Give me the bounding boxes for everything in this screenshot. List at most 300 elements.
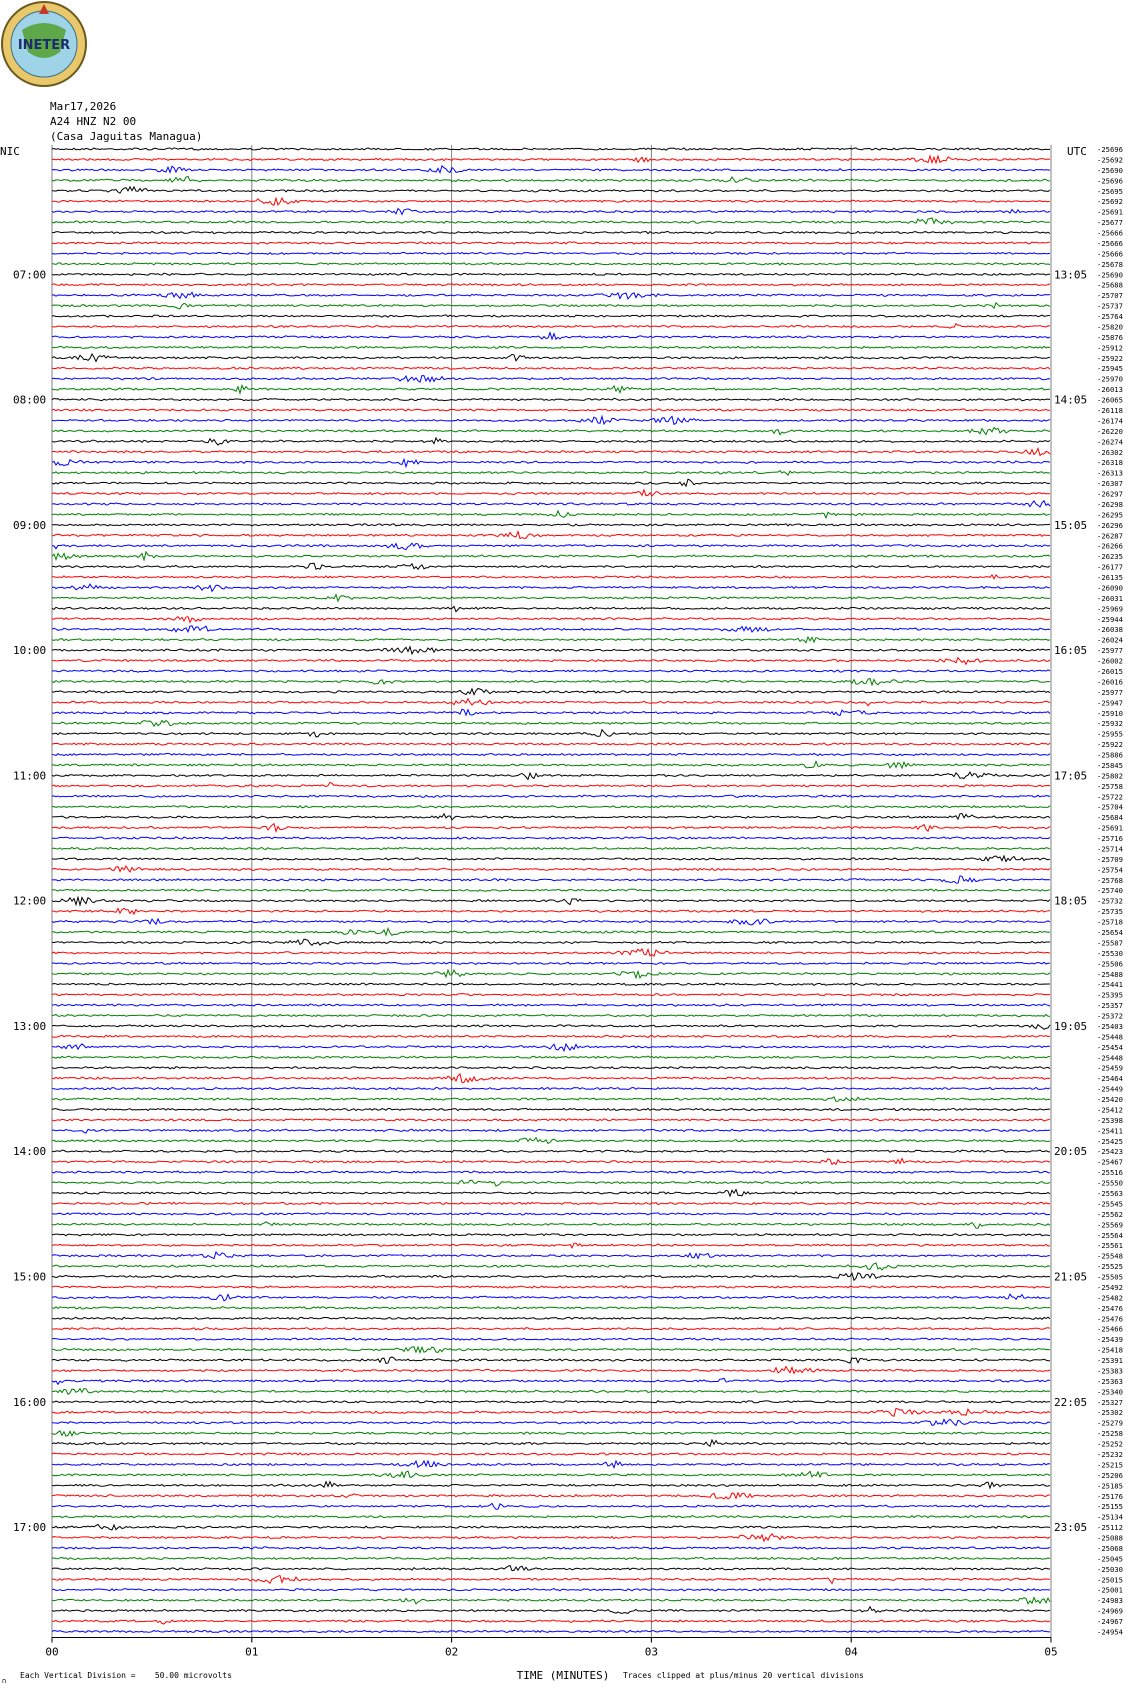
trace-value: -25155 — [1097, 1502, 1123, 1512]
trace-123 — [52, 1431, 1050, 1436]
trace-21 — [52, 367, 1050, 369]
trace-107 — [52, 1263, 1050, 1270]
trace-value: -25302 — [1097, 1408, 1123, 1418]
trace-77 — [52, 949, 1050, 956]
right-time-label: 13:05 — [1054, 268, 1088, 282]
trace-29 — [52, 448, 1050, 455]
trace-value: -25357 — [1097, 1001, 1123, 1011]
trace-51 — [52, 678, 1050, 685]
trace-value: -25448 — [1097, 1053, 1123, 1063]
right-time-label: 23:05 — [1054, 1521, 1088, 1535]
trace-value: -25695 — [1097, 186, 1123, 196]
trace-value: -24954 — [1097, 1627, 1123, 1637]
trace-value: -25692 — [1097, 197, 1123, 207]
trace-value: -25944 — [1097, 614, 1123, 624]
trace-value: -26220 — [1097, 426, 1123, 436]
trace-value: -26313 — [1097, 468, 1123, 478]
trace-value: -26118 — [1097, 406, 1123, 415]
trace-57 — [52, 743, 1050, 745]
trace-65 — [52, 824, 1050, 832]
trace-value: -25569 — [1097, 1220, 1123, 1230]
trace-value: -25820 — [1097, 322, 1123, 332]
trace-111 — [52, 1307, 1050, 1309]
trace-value: -25768 — [1097, 875, 1123, 885]
trace-value: -26038 — [1097, 625, 1123, 635]
trace-value: -25420 — [1097, 1095, 1123, 1104]
trace-value: -25464 — [1097, 1074, 1123, 1084]
trace-98 — [52, 1171, 1050, 1173]
trace-value: -25677 — [1097, 218, 1123, 228]
trace-1 — [52, 156, 1050, 163]
trace-value: -25492 — [1097, 1283, 1123, 1292]
trace-value: -25185 — [1097, 1481, 1123, 1491]
trace-89 — [52, 1074, 1050, 1083]
trace-129 — [52, 1493, 1050, 1499]
trace-value: -26090 — [1097, 583, 1123, 593]
trace-value: -25684 — [1097, 813, 1123, 823]
trace-81 — [52, 994, 1050, 996]
right-time-labels — [1054, 268, 1087, 1534]
trace-14 — [52, 292, 1050, 299]
trace-value: -25876 — [1097, 332, 1123, 342]
trace-69 — [52, 866, 1050, 872]
trace-value: -25403 — [1097, 1022, 1123, 1031]
trace-73 — [52, 909, 1050, 915]
trace-value: -25548 — [1097, 1251, 1123, 1261]
trace-33 — [52, 490, 1050, 496]
trace-value: -25704 — [1097, 802, 1123, 812]
trace-74 — [52, 919, 1050, 925]
trace-34 — [52, 501, 1050, 507]
trace-83 — [52, 1014, 1050, 1016]
trace-84 — [52, 1025, 1050, 1030]
trace-72 — [52, 897, 1050, 905]
trace-value: -25488 — [1097, 969, 1123, 979]
trace-53 — [52, 699, 1050, 706]
trace-103 — [52, 1222, 1050, 1229]
trace-31 — [52, 471, 1050, 475]
trace-value: -25922 — [1097, 353, 1123, 363]
trace-70 — [52, 876, 1050, 883]
trace-30 — [52, 459, 1050, 466]
trace-value: -25722 — [1097, 792, 1123, 802]
trace-value: -26013 — [1097, 385, 1123, 395]
trace-value: -25425 — [1097, 1136, 1123, 1146]
trace-56 — [52, 730, 1050, 737]
right-time-label: 20:05 — [1054, 1145, 1088, 1159]
trace-value: -25412 — [1097, 1105, 1123, 1115]
trace-85 — [52, 1035, 1050, 1037]
left-time-label: 10:00 — [13, 644, 47, 658]
trace-40 — [52, 563, 1050, 569]
trace-113 — [52, 1328, 1050, 1330]
right-time-label: 21:05 — [1054, 1270, 1088, 1284]
trace-139 — [52, 1598, 1050, 1604]
trace-value: -25068 — [1097, 1544, 1123, 1553]
trace-value: -25001 — [1097, 1585, 1123, 1595]
trace-value: -25666 — [1097, 239, 1123, 248]
trace-90 — [52, 1087, 1050, 1089]
trace-value: -25482 — [1097, 1293, 1123, 1303]
right-time-label: 22:05 — [1054, 1395, 1088, 1409]
trace-15 — [52, 303, 1050, 309]
clip-note: Traces clipped at plus/minus 20 vertical divisions — [623, 1671, 864, 1680]
trace-value: -25562 — [1097, 1209, 1123, 1219]
trace-5 — [52, 198, 1050, 205]
trace-128 — [52, 1482, 1050, 1488]
x-tick-label: 04 — [844, 1645, 858, 1659]
trace-28 — [52, 438, 1050, 445]
trace-108 — [52, 1273, 1050, 1281]
left-timezone-label: NIC — [0, 145, 20, 158]
trace-45 — [52, 617, 1050, 623]
trace-20 — [52, 354, 1050, 362]
trace-value: -25714 — [1097, 844, 1123, 854]
date-label: Mar17,2026 — [50, 100, 117, 113]
trace-value: -25922 — [1097, 740, 1123, 750]
trace-13 — [52, 284, 1050, 286]
trace-134 — [52, 1547, 1050, 1549]
trace-44 — [52, 606, 1050, 611]
trace-75 — [52, 928, 1050, 935]
left-time-labels — [13, 268, 46, 1534]
right-time-label: 18:05 — [1054, 894, 1088, 908]
trace-42 — [52, 584, 1050, 591]
left-time-label: 14:00 — [13, 1145, 47, 1159]
trace-value: -25439 — [1097, 1335, 1123, 1345]
trace-58 — [52, 753, 1050, 755]
trace-value: -25932 — [1097, 719, 1123, 729]
trace-value: -25459 — [1097, 1063, 1123, 1073]
trace-value: -25666 — [1097, 249, 1123, 259]
left-time-label: 12:00 — [13, 894, 47, 908]
trace-value: -25735 — [1097, 907, 1123, 917]
trace-102 — [52, 1213, 1050, 1215]
trace-121 — [52, 1408, 1050, 1416]
trace-value: -25691 — [1097, 207, 1123, 217]
trace-value: -25476 — [1097, 1303, 1123, 1313]
left-time-label: 15:00 — [13, 1270, 47, 1284]
trace-value: -25945 — [1097, 364, 1123, 374]
trace-value: -25045 — [1097, 1554, 1123, 1564]
trace-87 — [52, 1056, 1050, 1058]
trace-106 — [52, 1252, 1050, 1259]
trace-0 — [52, 148, 1050, 150]
trace-value: -25910 — [1097, 708, 1123, 718]
x-axis-title: TIME (MINUTES) — [516, 1669, 610, 1682]
trace-27 — [52, 428, 1050, 435]
trace-67 — [52, 847, 1050, 849]
right-time-label: 14:05 — [1054, 393, 1088, 407]
trace-value: -25449 — [1097, 1084, 1123, 1094]
trace-112 — [52, 1317, 1050, 1319]
trace-value: -26235 — [1097, 552, 1123, 562]
trace-138 — [52, 1589, 1050, 1591]
trace-value: -25758 — [1097, 781, 1123, 791]
trace-value: -25448 — [1097, 1032, 1123, 1042]
trace-value: -25977 — [1097, 687, 1123, 697]
trace-value: -26002 — [1097, 656, 1123, 666]
trace-49 — [52, 658, 1050, 665]
trace-126 — [52, 1461, 1050, 1468]
trace-60 — [52, 772, 1050, 779]
trace-66 — [52, 837, 1050, 839]
trace-value: -26177 — [1097, 562, 1123, 572]
left-time-label: 13:00 — [13, 1020, 47, 1033]
right-time-label: 17:05 — [1054, 769, 1088, 783]
trace-value: -26318 — [1097, 458, 1123, 468]
trace-value: -25279 — [1097, 1418, 1123, 1428]
trace-104 — [52, 1234, 1050, 1236]
trace-64 — [52, 814, 1050, 820]
trace-61 — [52, 782, 1050, 787]
trace-63 — [52, 806, 1050, 808]
trace-value: -25372 — [1097, 1011, 1123, 1021]
trace-133 — [52, 1534, 1050, 1541]
trace-130 — [52, 1503, 1050, 1509]
trace-96 — [52, 1150, 1050, 1152]
trace-value: -25550 — [1097, 1178, 1123, 1188]
right-time-label: 15:05 — [1054, 518, 1088, 532]
trace-value: -25423 — [1097, 1147, 1123, 1157]
trace-88 — [52, 1067, 1050, 1069]
trace-122 — [52, 1419, 1050, 1425]
trace-value: -26298 — [1097, 500, 1123, 509]
trace-value: -25740 — [1097, 886, 1123, 896]
trace-value: -25383 — [1097, 1366, 1123, 1376]
trace-value: -25454 — [1097, 1042, 1123, 1052]
trace-124 — [52, 1440, 1050, 1446]
trace-value: -26307 — [1097, 479, 1123, 489]
trace-54 — [52, 709, 1050, 715]
trace-141 — [52, 1620, 1050, 1624]
trace-value: -25718 — [1097, 917, 1123, 927]
trace-value: -25947 — [1097, 698, 1123, 708]
trace-value: -26135 — [1097, 573, 1123, 582]
trace-value: -26297 — [1097, 489, 1123, 499]
trace-value: -26016 — [1097, 677, 1123, 687]
trace-55 — [52, 721, 1050, 727]
trace-80 — [52, 983, 1050, 985]
left-time-label: 11:00 — [13, 769, 47, 783]
trace-value: -25696 — [1097, 145, 1123, 154]
trace-lines — [52, 148, 1050, 1633]
trace-value: -25015 — [1097, 1575, 1123, 1585]
trace-value: -25327 — [1097, 1397, 1123, 1407]
trace-41 — [52, 575, 1050, 579]
corner-mark: ∩ — [2, 1677, 7, 1685]
trace-109 — [52, 1286, 1050, 1288]
trace-value: -25564 — [1097, 1230, 1123, 1240]
trace-value: -25088 — [1097, 1533, 1123, 1543]
trace-17 — [52, 324, 1050, 328]
trace-6 — [52, 209, 1050, 215]
trace-110 — [52, 1294, 1050, 1301]
trace-value: -25970 — [1097, 374, 1123, 384]
trace-11 — [52, 263, 1050, 265]
trace-value: -25688 — [1097, 280, 1123, 290]
trace-value: -25545 — [1097, 1199, 1123, 1209]
trace-value: -25525 — [1097, 1262, 1123, 1272]
trace-value: -25696 — [1097, 176, 1123, 186]
x-tick-label: 00 — [45, 1645, 59, 1659]
trace-18 — [52, 333, 1050, 340]
x-tick-label: 01 — [245, 1645, 259, 1659]
trace-79 — [52, 970, 1050, 978]
trace-value: -25112 — [1097, 1523, 1123, 1533]
trace-94 — [52, 1129, 1050, 1133]
location-label: (Casa Jaguitas Managua) — [50, 130, 203, 143]
trace-76 — [52, 939, 1050, 945]
trace-142 — [52, 1630, 1050, 1632]
trace-value: -25134 — [1097, 1512, 1123, 1522]
left-time-label: 07:00 — [13, 268, 47, 282]
x-tick-label: 03 — [644, 1645, 659, 1659]
trace-value: -25690 — [1097, 270, 1123, 280]
trace-value: -25845 — [1097, 761, 1123, 770]
trace-62 — [52, 795, 1050, 797]
trace-91 — [52, 1097, 1050, 1102]
trace-8 — [52, 231, 1050, 233]
trace-22 — [52, 376, 1050, 383]
trace-116 — [52, 1357, 1050, 1363]
trace-value: -26287 — [1097, 531, 1123, 541]
trace-86 — [52, 1044, 1050, 1051]
trace-value: -25563 — [1097, 1189, 1123, 1198]
trace-value: -24983 — [1097, 1596, 1123, 1606]
trace-120 — [52, 1401, 1050, 1403]
trace-52 — [52, 689, 1050, 695]
trace-value: -25955 — [1097, 729, 1123, 739]
trace-39 — [52, 552, 1050, 560]
trace-137 — [52, 1576, 1050, 1584]
trace-125 — [52, 1453, 1050, 1455]
right-time-label: 19:05 — [1054, 1020, 1088, 1033]
trace-value-labels — [1097, 145, 1123, 1637]
trace-value: -25691 — [1097, 823, 1123, 833]
trace-value: -25466 — [1097, 1324, 1123, 1334]
left-time-label: 16:00 — [13, 1395, 47, 1409]
trace-value: -25411 — [1097, 1126, 1123, 1136]
trace-71 — [52, 889, 1050, 891]
trace-value: -25340 — [1097, 1387, 1123, 1397]
trace-value: -25391 — [1097, 1356, 1123, 1365]
left-time-label: 08:00 — [13, 393, 47, 407]
trace-4 — [52, 187, 1050, 193]
right-time-label: 16:05 — [1054, 644, 1088, 658]
trace-value: -25977 — [1097, 646, 1123, 656]
x-tick-label: 02 — [444, 1645, 459, 1659]
trace-value: -25506 — [1097, 959, 1123, 969]
trace-value: -25030 — [1097, 1564, 1123, 1574]
trace-101 — [52, 1202, 1050, 1204]
trace-value: -24967 — [1097, 1617, 1123, 1626]
trace-value: -25707 — [1097, 291, 1123, 301]
trace-16 — [52, 315, 1050, 317]
trace-value: -26295 — [1097, 510, 1123, 520]
trace-value: -26015 — [1097, 667, 1123, 676]
trace-value: -25467 — [1097, 1157, 1123, 1167]
trace-value: -26266 — [1097, 541, 1123, 551]
trace-43 — [52, 595, 1050, 602]
trace-value: -25476 — [1097, 1314, 1123, 1324]
trace-36 — [52, 524, 1050, 526]
trace-10 — [52, 252, 1050, 254]
trace-118 — [52, 1378, 1050, 1384]
trace-value: -26024 — [1097, 635, 1123, 645]
trace-value: -24969 — [1097, 1606, 1123, 1616]
x-axis-ticks — [45, 1637, 1057, 1658]
trace-48 — [52, 647, 1050, 654]
trace-value: -25654 — [1097, 928, 1123, 937]
trace-35 — [52, 511, 1050, 518]
trace-value: -25252 — [1097, 1439, 1123, 1449]
trace-value: -25754 — [1097, 865, 1123, 875]
trace-7 — [52, 218, 1050, 224]
trace-value: -25692 — [1097, 155, 1123, 165]
trace-value: -25678 — [1097, 259, 1123, 269]
trace-68 — [52, 856, 1050, 862]
trace-value: -25232 — [1097, 1450, 1123, 1459]
trace-99 — [52, 1180, 1050, 1186]
left-time-label: 17:00 — [13, 1521, 47, 1535]
right-timezone-label: UTC — [1067, 145, 1087, 158]
trace-value: -25258 — [1097, 1429, 1123, 1439]
trace-95 — [52, 1138, 1050, 1144]
trace-82 — [52, 1004, 1050, 1006]
trace-value: -25561 — [1097, 1241, 1123, 1251]
trace-46 — [52, 626, 1050, 632]
trace-value: -25441 — [1097, 980, 1123, 990]
trace-value: -26274 — [1097, 437, 1123, 447]
trace-value: -25516 — [1097, 1168, 1123, 1178]
trace-value: -25912 — [1097, 343, 1123, 353]
minute-gridlines — [52, 145, 1051, 1642]
trace-97 — [52, 1159, 1050, 1165]
trace-value: -26031 — [1097, 593, 1123, 603]
x-tick-label: 05 — [1044, 1645, 1058, 1659]
trace-value: -26302 — [1097, 447, 1123, 457]
trace-value: -25764 — [1097, 312, 1123, 321]
trace-119 — [52, 1389, 1050, 1395]
trace-2 — [52, 166, 1050, 173]
trace-value: -25176 — [1097, 1491, 1123, 1501]
trace-105 — [52, 1243, 1050, 1248]
trace-value: -25398 — [1097, 1115, 1123, 1125]
trace-value: -25530 — [1097, 948, 1123, 958]
trace-value: -26296 — [1097, 520, 1123, 530]
trace-32 — [52, 479, 1050, 486]
trace-38 — [52, 543, 1050, 549]
trace-value: -25690 — [1097, 165, 1123, 175]
trace-value: -25716 — [1097, 834, 1123, 843]
trace-47 — [52, 637, 1050, 643]
trace-value: -25418 — [1097, 1345, 1123, 1355]
trace-value: -25215 — [1097, 1460, 1123, 1470]
trace-132 — [52, 1524, 1050, 1530]
trace-127 — [52, 1471, 1050, 1477]
trace-value: -26065 — [1097, 395, 1123, 405]
trace-value: -26174 — [1097, 416, 1123, 426]
trace-value: -25206 — [1097, 1470, 1123, 1480]
trace-131 — [52, 1516, 1050, 1518]
trace-23 — [52, 386, 1050, 394]
trace-114 — [52, 1338, 1050, 1340]
trace-140 — [52, 1607, 1050, 1614]
division-note: Each Vertical Division = 50.00 microvolts — [20, 1671, 232, 1680]
trace-93 — [52, 1119, 1050, 1121]
trace-19 — [52, 346, 1050, 348]
